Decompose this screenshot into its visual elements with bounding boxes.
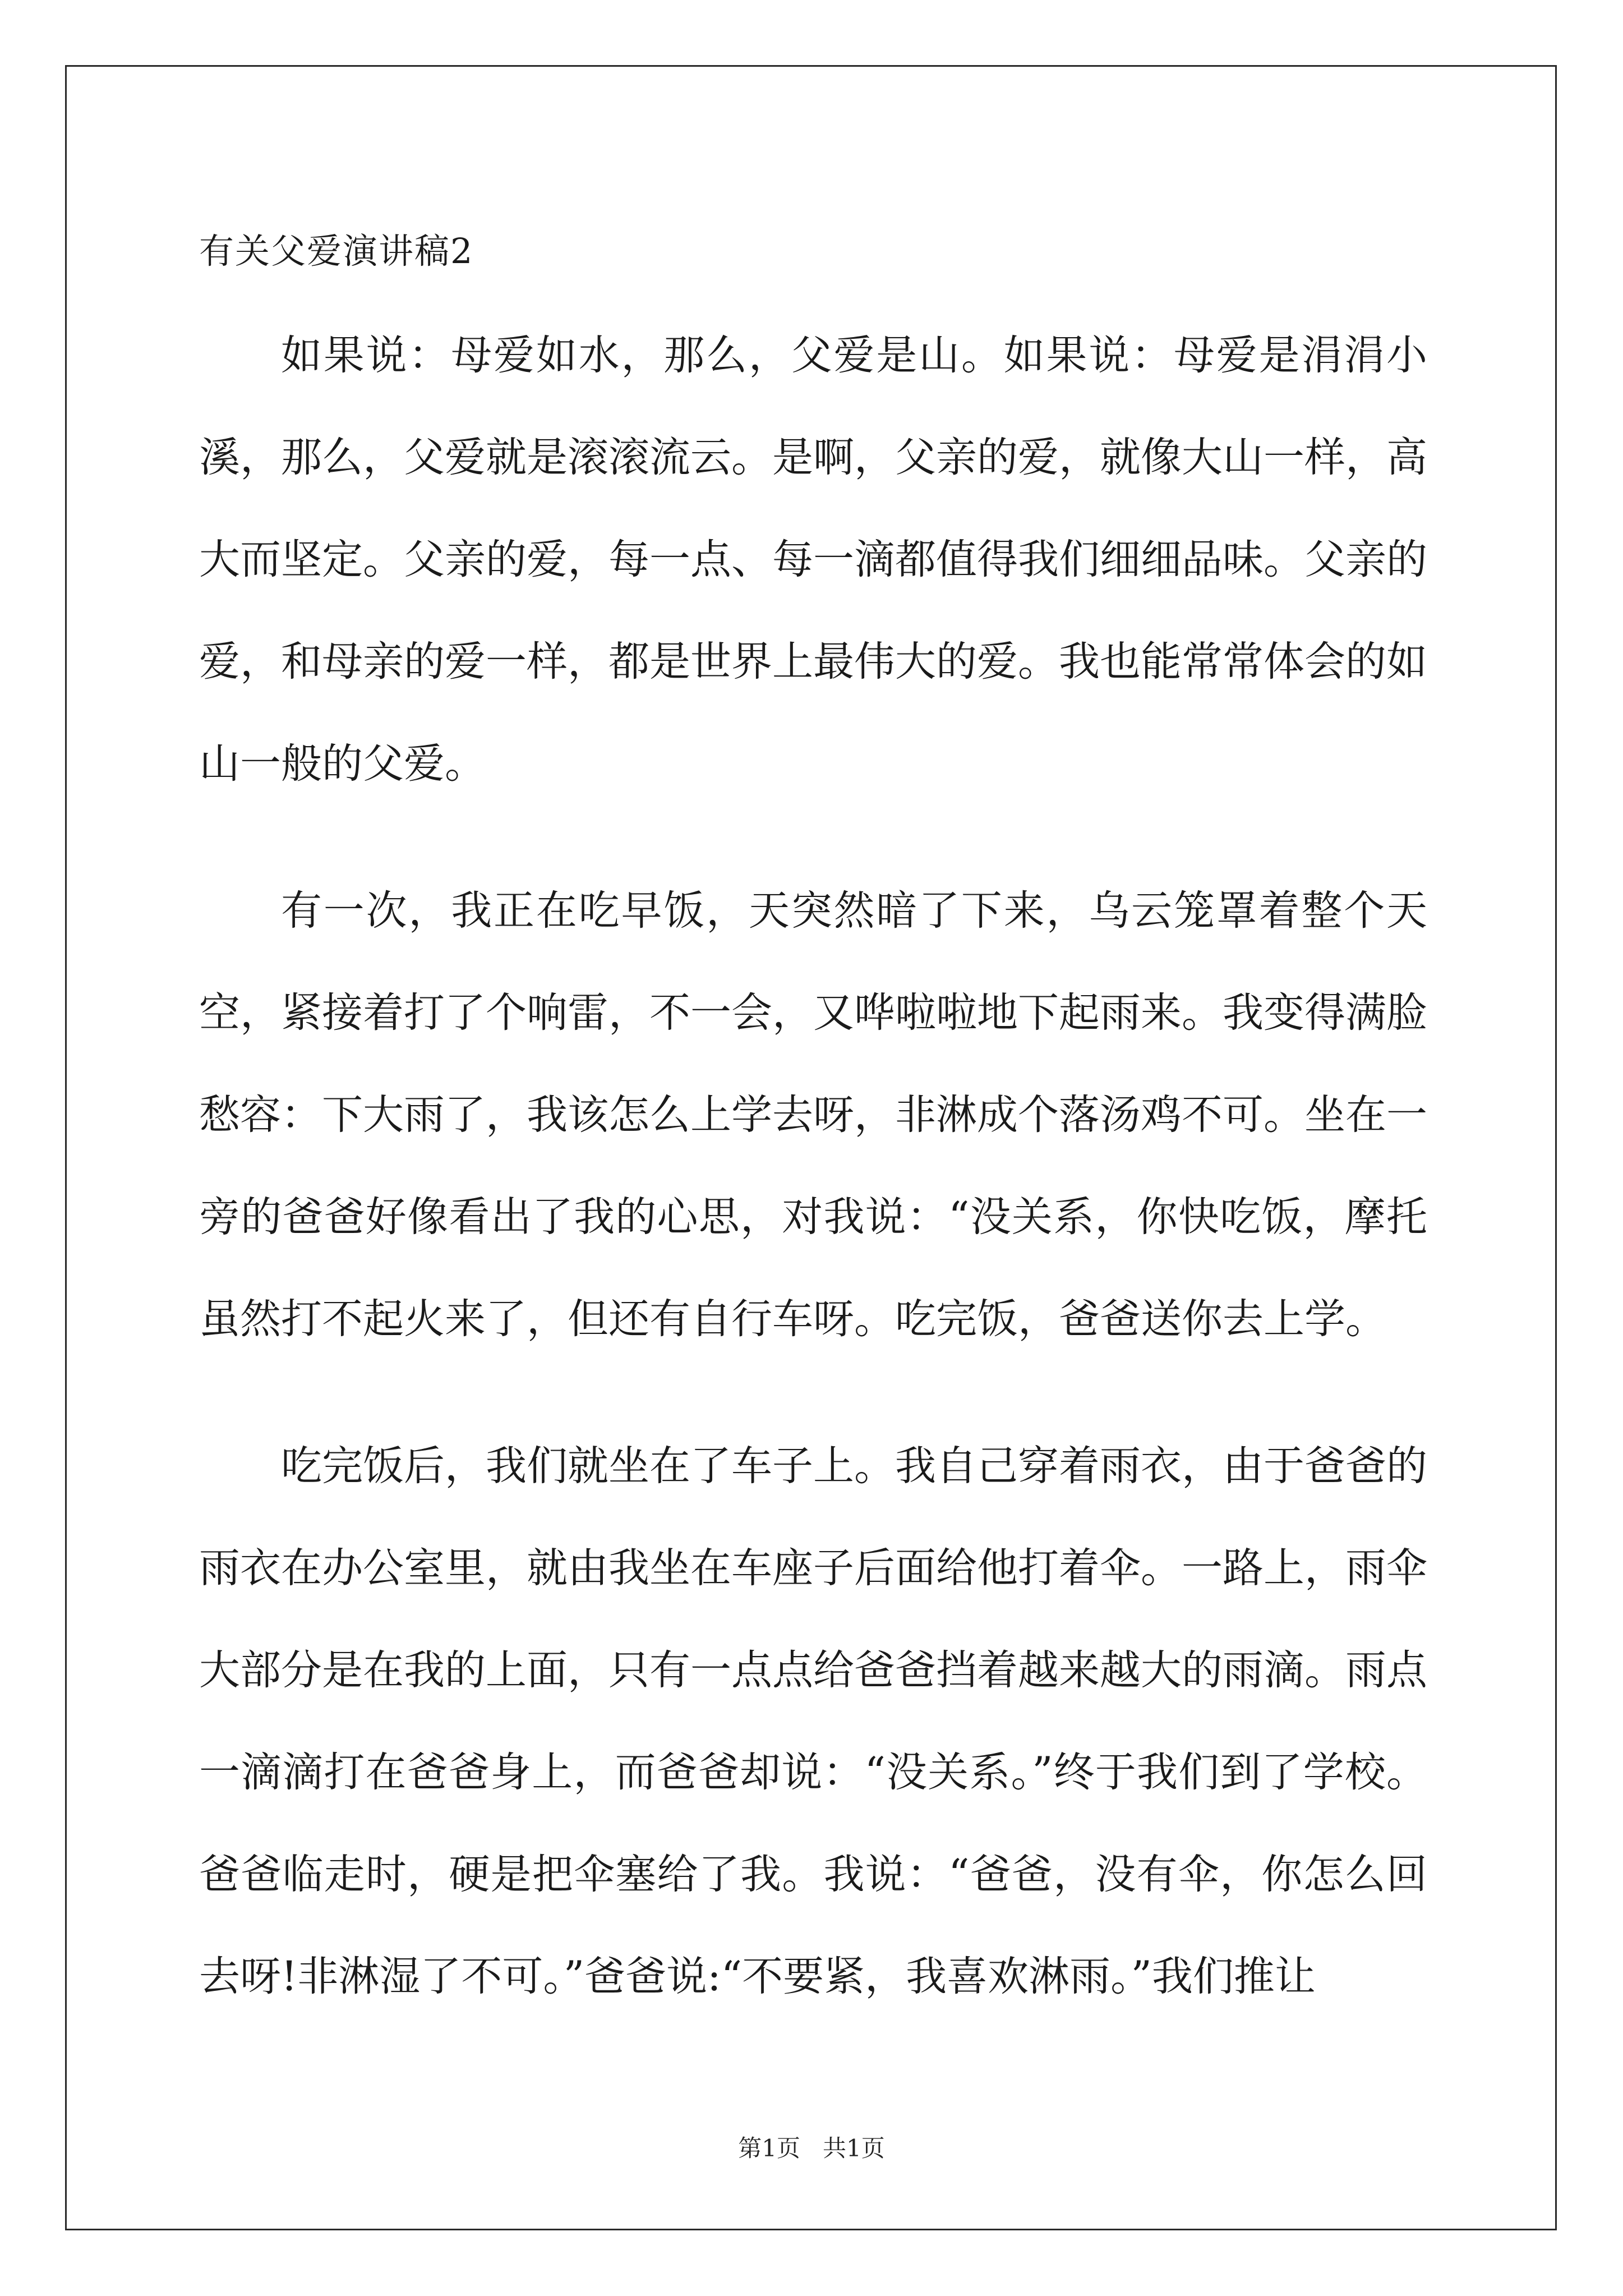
paragraph-1: 如果说：母爱如水，那么，父爱是山。如果说：母爱是涓涓小溪，那么，父爱就是滚滚流云。是啊，父亲的爱，就像大山一样，高大而坚定。父亲的爱，每一点、每一滴都值得我们细细品味。父亲的爱，和母亲的爱一样，都是世界上最伟大的爱。我也能常常体会的如山一般的父爱。	[199, 332, 1427, 788]
document-title: 有关父爱演讲稿2	[199, 231, 474, 272]
paragraph-3: 吃完饭后，我们就坐在了车子上。我自己穿着雨衣，由于爸爸的雨衣在办公室里，就由我坐在车座子后面给他打着伞。一路上，雨伞大部分是在我的上面，只有一点点给爸爸挡着越来越大的雨滴。雨点一滴滴打在爸爸身上，而爸爸却说：“没关系。”终于我们到了学校。爸爸临走时，硬是把伞塞给了我。我说：“爸爸，没有伞，你怎么回去呀!非淋湿了不可。”爸爸说:“不要紧，我喜欢淋雨。”我们推让	[199, 1442, 1427, 2000]
paragraph-2: 有一次，我正在吃早饭，天突然暗了下来，乌云笼罩着整个天空，紧接着打了个响雷，不一会，又哗啦啦地下起雨来。我变得满脸愁容：下大雨了，我该怎么上学去呀，非淋成个落汤鸡不可。坐在一旁的爸爸好像看出了我的心思，对我说：“没关系，你快吃饭，摩托虽然打不起火来了，但还有自行车呀。吃完饭，爸爸送你去上学。	[199, 887, 1427, 1343]
page-number-footer: 第1页 共1页	[738, 2134, 885, 2162]
document-body	[199, 223, 1427, 2028]
